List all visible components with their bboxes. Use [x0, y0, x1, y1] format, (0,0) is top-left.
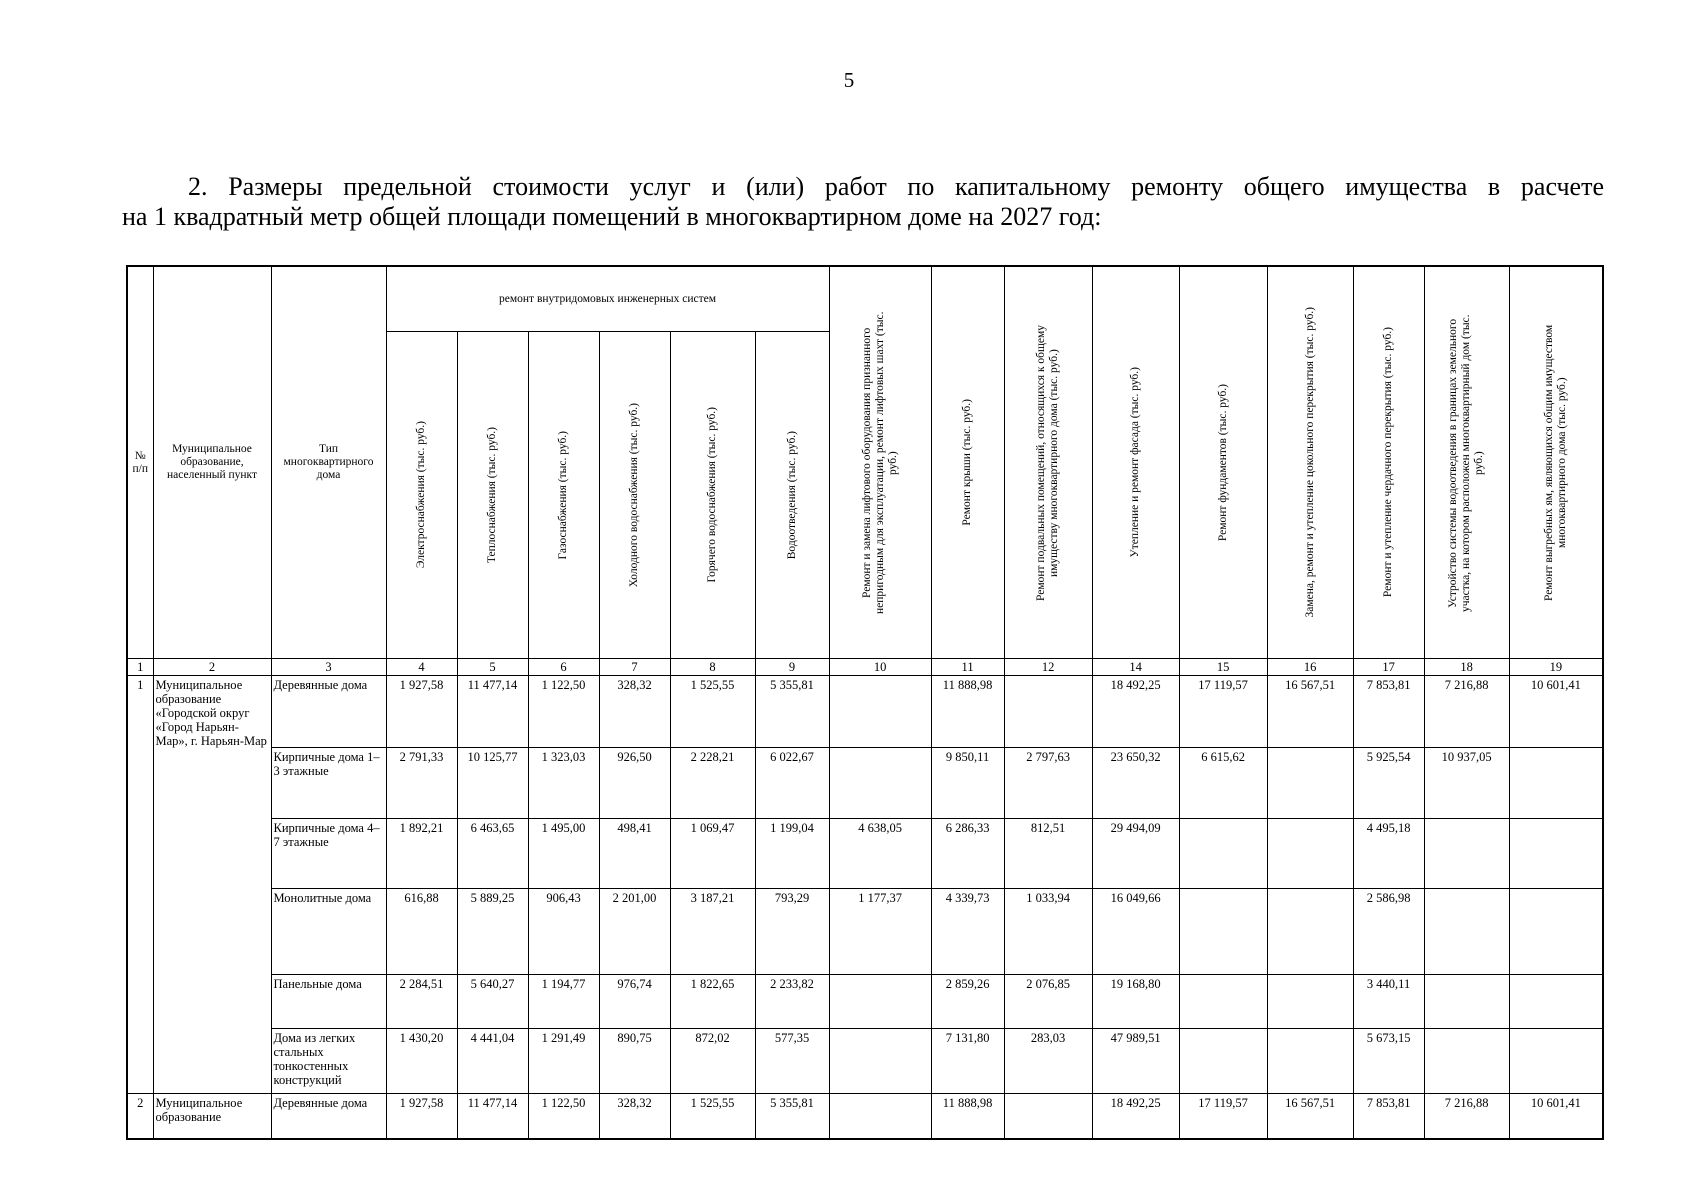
page-number: 5 — [843, 68, 855, 92]
value-cell — [829, 975, 931, 1029]
value-cell: 47 989,51 — [1092, 1029, 1179, 1094]
column-number-cell: 4 — [386, 659, 457, 676]
row-number-cell: 2 — [127, 1094, 153, 1139]
value-cell: 1 033,94 — [1004, 889, 1092, 975]
value-cell: 3 187,21 — [670, 889, 755, 975]
header-foundation — [1179, 266, 1267, 659]
value-cell: 1 194,77 — [528, 975, 599, 1029]
value-cell: 10 937,05 — [1424, 748, 1509, 819]
value-cell: 16 567,51 — [1267, 676, 1353, 748]
header-house-type: Тип многоквартирного дома — [271, 266, 386, 659]
header-roof — [931, 266, 1004, 659]
municipality-cell: Муниципальное образование «Городской округ «Город Нарьян-Мар», г. Нарьян-Мар — [153, 676, 271, 1094]
value-cell — [1267, 1029, 1353, 1094]
value-cell: 1 927,58 — [386, 1094, 457, 1139]
column-number-cell: 19 — [1509, 659, 1603, 676]
header-attic-label: Ремонт и утепление чердачного перекрытия (тыс. руб.) — [1382, 327, 1395, 598]
value-cell — [1509, 889, 1603, 975]
table-heading — [122, 172, 1604, 232]
header-sewage — [755, 332, 829, 659]
row-number-cell: 1 — [127, 676, 153, 1094]
value-cell: 19 168,80 — [1092, 975, 1179, 1029]
value-cell: 976,74 — [599, 975, 670, 1029]
column-number-cell: 15 — [1179, 659, 1267, 676]
value-cell: 7 131,80 — [931, 1029, 1004, 1094]
value-cell: 7 216,88 — [1424, 676, 1509, 748]
value-cell: 11 477,14 — [457, 676, 528, 748]
value-cell: 1 927,58 — [386, 676, 457, 748]
column-number-cell: 17 — [1353, 659, 1424, 676]
table-row — [127, 1094, 1603, 1139]
municipality-cell: Муниципальное образование — [153, 1094, 271, 1139]
value-cell: 1 069,47 — [670, 819, 755, 889]
value-cell: 616,88 — [386, 889, 457, 975]
value-cell: 812,51 — [1004, 819, 1092, 889]
header-roof-label: Ремонт крыши (тыс. руб.) — [961, 399, 974, 526]
value-cell: 17 119,57 — [1179, 1094, 1267, 1139]
header-plinth-label: Замена, ремонт и утепление цокольного перекрытия (тыс. руб.) — [1303, 307, 1316, 618]
column-number-cell: 10 — [829, 659, 931, 676]
value-cell: 11 888,98 — [931, 1094, 1004, 1139]
value-cell: 10 601,41 — [1509, 1094, 1603, 1139]
value-cell: 1 495,00 — [528, 819, 599, 889]
value-cell: 328,32 — [599, 1094, 670, 1139]
column-number-cell: 3 — [271, 659, 386, 676]
value-cell — [1179, 1029, 1267, 1094]
value-cell: 2 797,63 — [1004, 748, 1092, 819]
value-cell — [829, 1094, 931, 1139]
header-cold-water — [599, 332, 670, 659]
value-cell — [1424, 975, 1509, 1029]
table-row — [127, 1029, 1603, 1094]
value-cell: 906,43 — [528, 889, 599, 975]
value-cell: 2 586,98 — [1353, 889, 1424, 975]
value-cell: 4 339,73 — [931, 889, 1004, 975]
value-cell: 1 177,37 — [829, 889, 931, 975]
value-cell: 3 440,11 — [1353, 975, 1424, 1029]
header-sewage-label: Водоотведения (тыс. руб.) — [785, 430, 798, 560]
value-cell: 793,29 — [755, 889, 829, 975]
column-number-cell: 5 — [457, 659, 528, 676]
value-cell: 1 291,49 — [528, 1029, 599, 1094]
value-cell: 7 853,81 — [1353, 676, 1424, 748]
value-cell: 1 822,65 — [670, 975, 755, 1029]
value-cell: 1 122,50 — [528, 1094, 599, 1139]
header-drainage — [1424, 266, 1509, 659]
header-lift-label: Ремонт и замена лифтового оборудования признанного непригодным для эксплуатации, ремонт лифтовых шахт (тыс. руб.) — [860, 311, 899, 614]
value-cell — [1509, 819, 1603, 889]
header-foundation-label: Ремонт фундаментов (тыс. руб.) — [1216, 383, 1229, 542]
house-type-cell: Деревянные дома — [271, 676, 386, 748]
value-cell — [1424, 889, 1509, 975]
value-cell: 29 494,09 — [1092, 819, 1179, 889]
header-hot-water-label: Горячего водоснабжения (тыс. руб.) — [706, 407, 718, 583]
value-cell: 6 022,67 — [755, 748, 829, 819]
header-heat-label: Теплоснабжения (тыс. руб.) — [486, 426, 498, 564]
value-cell — [1267, 889, 1353, 975]
value-cell: 498,41 — [599, 819, 670, 889]
value-cell: 17 119,57 — [1179, 676, 1267, 748]
header-gas-label: Газоснабжения (тыс. руб.) — [557, 430, 569, 560]
value-cell: 5 355,81 — [755, 1094, 829, 1139]
value-cell: 5 889,25 — [457, 889, 528, 975]
value-cell: 1 525,55 — [670, 1094, 755, 1139]
header-cold-water-label: Холодного водоснабжения (тыс. руб.) — [628, 402, 640, 588]
value-cell: 4 495,18 — [1353, 819, 1424, 889]
value-cell: 1 199,04 — [755, 819, 829, 889]
column-number-row — [127, 659, 1603, 676]
value-cell: 1 525,55 — [670, 676, 755, 748]
header-no: № п/п — [127, 266, 153, 659]
value-cell: 9 850,11 — [931, 748, 1004, 819]
value-cell: 5 355,81 — [755, 676, 829, 748]
heading-line-1: 2. Размеры предельной стоимости услуг и (или) работ по капитальному ремонту общего имущества в расчете — [188, 172, 1604, 201]
header-facade-label: Утепление и ремонт фасада (тыс. руб.) — [1129, 367, 1142, 558]
value-cell: 6 615,62 — [1179, 748, 1267, 819]
header-basement — [1004, 266, 1092, 659]
column-number-cell: 14 — [1092, 659, 1179, 676]
value-cell: 18 492,25 — [1092, 676, 1179, 748]
column-number-cell: 18 — [1424, 659, 1509, 676]
value-cell: 577,35 — [755, 1029, 829, 1094]
header-lift — [829, 266, 931, 659]
header-electric — [386, 332, 457, 659]
header-pits — [1509, 266, 1603, 659]
table-body — [127, 659, 1603, 1139]
value-cell — [1179, 889, 1267, 975]
value-cell: 283,03 — [1004, 1029, 1092, 1094]
value-cell — [1509, 975, 1603, 1029]
value-cell: 2 284,51 — [386, 975, 457, 1029]
value-cell — [1509, 1029, 1603, 1094]
header-facade — [1092, 266, 1179, 659]
value-cell — [1004, 1094, 1092, 1139]
column-number-cell: 8 — [670, 659, 755, 676]
house-type-cell: Деревянные дома — [271, 1094, 386, 1139]
value-cell: 11 477,14 — [457, 1094, 528, 1139]
column-number-cell: 1 — [127, 659, 153, 676]
table-row — [127, 975, 1603, 1029]
table-row — [127, 889, 1603, 975]
table-row — [127, 748, 1603, 819]
house-type-cell: Кирпичные дома 1–3 этажные — [271, 748, 386, 819]
value-cell: 23 650,32 — [1092, 748, 1179, 819]
value-cell: 926,50 — [599, 748, 670, 819]
header-drainage-label: Устройство системы водоотведения в границах земельного участка, на котором расположен многоквартирный дом (тыс. руб.) — [1447, 313, 1486, 612]
table-row — [127, 676, 1603, 748]
value-cell: 2 233,82 — [755, 975, 829, 1029]
header-municipality: Муниципальное образование, населенный пункт — [153, 266, 271, 659]
value-cell: 1 122,50 — [528, 676, 599, 748]
value-cell — [829, 676, 931, 748]
value-cell: 4 441,04 — [457, 1029, 528, 1094]
house-type-cell: Дома из легких стальных тонкостенных конструкций — [271, 1029, 386, 1094]
column-number-cell: 11 — [931, 659, 1004, 676]
cost-table — [126, 265, 1604, 1140]
value-cell: 2 859,26 — [931, 975, 1004, 1029]
heading-line-2: на 1 квадратный метр общей площади помещений в многоквартирном доме на 2027 год: — [122, 202, 1102, 231]
value-cell: 18 492,25 — [1092, 1094, 1179, 1139]
value-cell — [1267, 819, 1353, 889]
value-cell: 2 228,21 — [670, 748, 755, 819]
value-cell: 5 640,27 — [457, 975, 528, 1029]
value-cell — [1509, 748, 1603, 819]
value-cell: 2 076,85 — [1004, 975, 1092, 1029]
value-cell: 1 892,21 — [386, 819, 457, 889]
value-cell: 2 791,33 — [386, 748, 457, 819]
header-electric-label: Электроснабжения (тыс. руб.) — [415, 421, 427, 569]
value-cell: 1 323,03 — [528, 748, 599, 819]
value-cell — [1179, 819, 1267, 889]
column-number-cell: 2 — [153, 659, 271, 676]
house-type-cell: Панельные дома — [271, 975, 386, 1029]
header-plinth — [1267, 266, 1353, 659]
value-cell — [1267, 975, 1353, 1029]
value-cell: 6 463,65 — [457, 819, 528, 889]
value-cell: 10 601,41 — [1509, 676, 1603, 748]
value-cell: 872,02 — [670, 1029, 755, 1094]
value-cell: 10 125,77 — [457, 748, 528, 819]
value-cell: 328,32 — [599, 676, 670, 748]
header-gas — [528, 332, 599, 659]
value-cell — [1424, 1029, 1509, 1094]
value-cell: 7 216,88 — [1424, 1094, 1509, 1139]
value-cell — [1267, 748, 1353, 819]
column-number-cell: 6 — [528, 659, 599, 676]
house-type-cell: Кирпичные дома 4–7 этажные — [271, 819, 386, 889]
table-row — [127, 819, 1603, 889]
value-cell — [829, 1029, 931, 1094]
value-cell: 16 049,66 — [1092, 889, 1179, 975]
header-heat — [457, 332, 528, 659]
value-cell: 2 201,00 — [599, 889, 670, 975]
value-cell: 16 567,51 — [1267, 1094, 1353, 1139]
column-number-cell: 12 — [1004, 659, 1092, 676]
column-number-cell: 16 — [1267, 659, 1353, 676]
value-cell — [829, 748, 931, 819]
value-cell: 5 673,15 — [1353, 1029, 1424, 1094]
header-internal-systems: ремонт внутридомовых инженерных систем — [386, 266, 829, 332]
column-number-cell: 7 — [599, 659, 670, 676]
value-cell — [1004, 676, 1092, 748]
value-cell: 4 638,05 — [829, 819, 931, 889]
header-hot-water — [670, 332, 755, 659]
header-basement-label: Ремонт подвальных помещений, относящихся к общему имуществу многоквартирного дома (тыс. руб.) — [1035, 324, 1061, 601]
value-cell: 7 853,81 — [1353, 1094, 1424, 1139]
value-cell: 6 286,33 — [931, 819, 1004, 889]
value-cell — [1179, 975, 1267, 1029]
value-cell: 11 888,98 — [931, 676, 1004, 748]
value-cell: 890,75 — [599, 1029, 670, 1094]
header-pits-label: Ремонт выгребных ям, являющихся общим имуществом многоквартирного дома (тыс. руб.) — [1542, 324, 1568, 601]
house-type-cell: Монолитные дома — [271, 889, 386, 975]
value-cell: 5 925,54 — [1353, 748, 1424, 819]
column-number-cell: 9 — [755, 659, 829, 676]
value-cell: 1 430,20 — [386, 1029, 457, 1094]
header-attic — [1353, 266, 1424, 659]
value-cell — [1424, 819, 1509, 889]
